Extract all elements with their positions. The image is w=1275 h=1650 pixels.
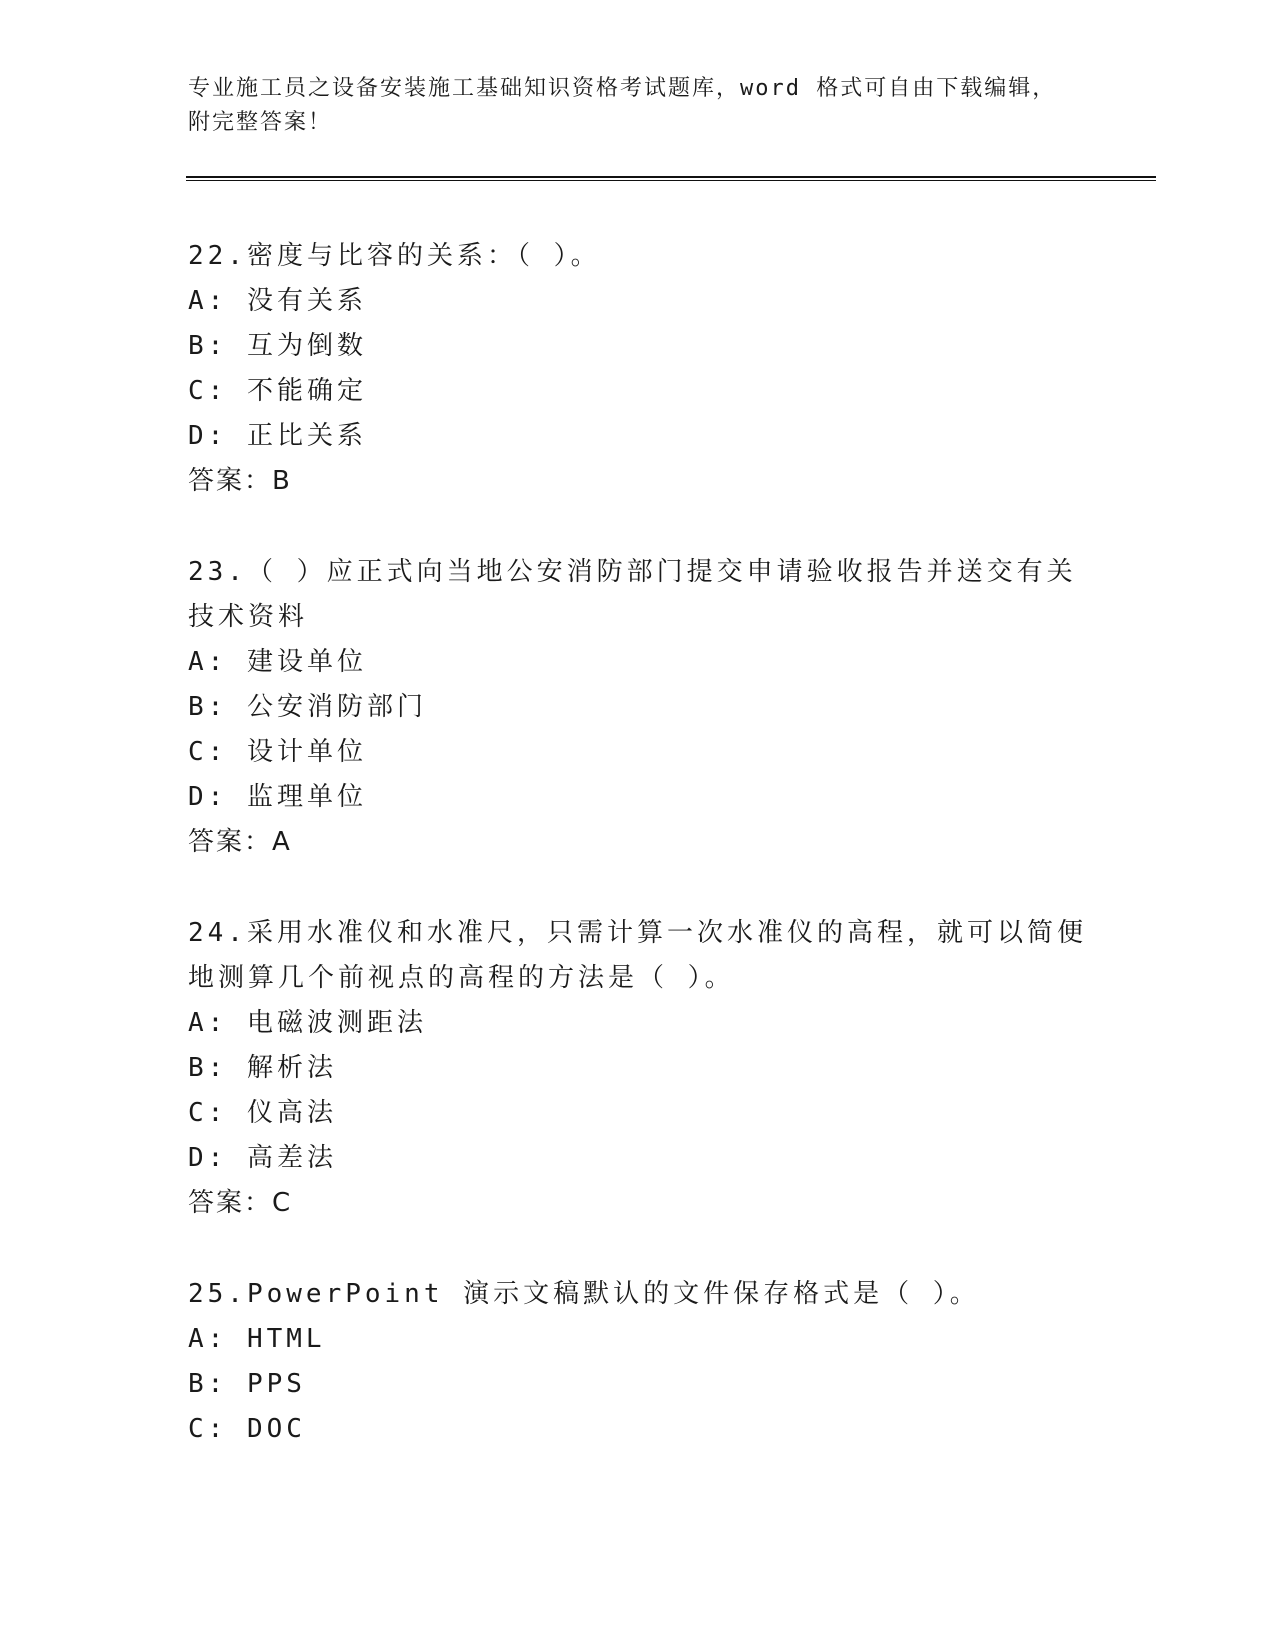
option-c: C: 不能确定 <box>188 376 367 406</box>
option-c: C: 设计单位 <box>188 737 367 767</box>
question-24 <box>188 911 1088 1226</box>
option-a: A: 建设单位 <box>188 647 367 677</box>
answer-line: 答案：C <box>188 1188 293 1218</box>
question-text: 23.（ ）应正式向当地公安消防部门提交申请验收报告并送交有关技术资料 <box>188 557 1077 632</box>
question-22 <box>188 234 1088 504</box>
option-a: A: 电磁波测距法 <box>188 1008 427 1038</box>
option-b: B: 解析法 <box>188 1053 337 1083</box>
option-a: A: 没有关系 <box>188 286 367 316</box>
answer-line: 答案：A <box>188 827 292 857</box>
option-d: D: 正比关系 <box>188 421 367 451</box>
question-23 <box>188 550 1088 865</box>
option-b: B: PPS <box>188 1369 306 1399</box>
question-text: 24.采用水准仪和水准尺，只需计算一次水准仪的高程，就可以简便地测算几个前视点的高程的方法是（ ）。 <box>188 918 1087 993</box>
option-c: C: DOC <box>188 1414 306 1444</box>
question-25 <box>188 1272 1088 1452</box>
question-text: 25.PowerPoint 演示文稿默认的文件保存格式是（ ）。 <box>188 1279 980 1309</box>
header-divider <box>186 176 1156 181</box>
option-a: A: HTML <box>188 1324 326 1354</box>
option-d: D: 高差法 <box>188 1143 337 1173</box>
document-intro: 专业施工员之设备安装施工基础知识资格考试题库，word 格式可自由下载编辑，附完整答案！ <box>188 76 1057 135</box>
option-c: C: 仪高法 <box>188 1098 337 1128</box>
option-b: B: 公安消防部门 <box>188 692 427 722</box>
question-text: 22.密度与比容的关系：（ ）。 <box>188 241 601 271</box>
option-b: B: 互为倒数 <box>188 331 367 361</box>
question-list <box>188 234 1088 1498</box>
answer-line: 答案：B <box>188 466 292 496</box>
option-d: D: 监理单位 <box>188 782 367 812</box>
